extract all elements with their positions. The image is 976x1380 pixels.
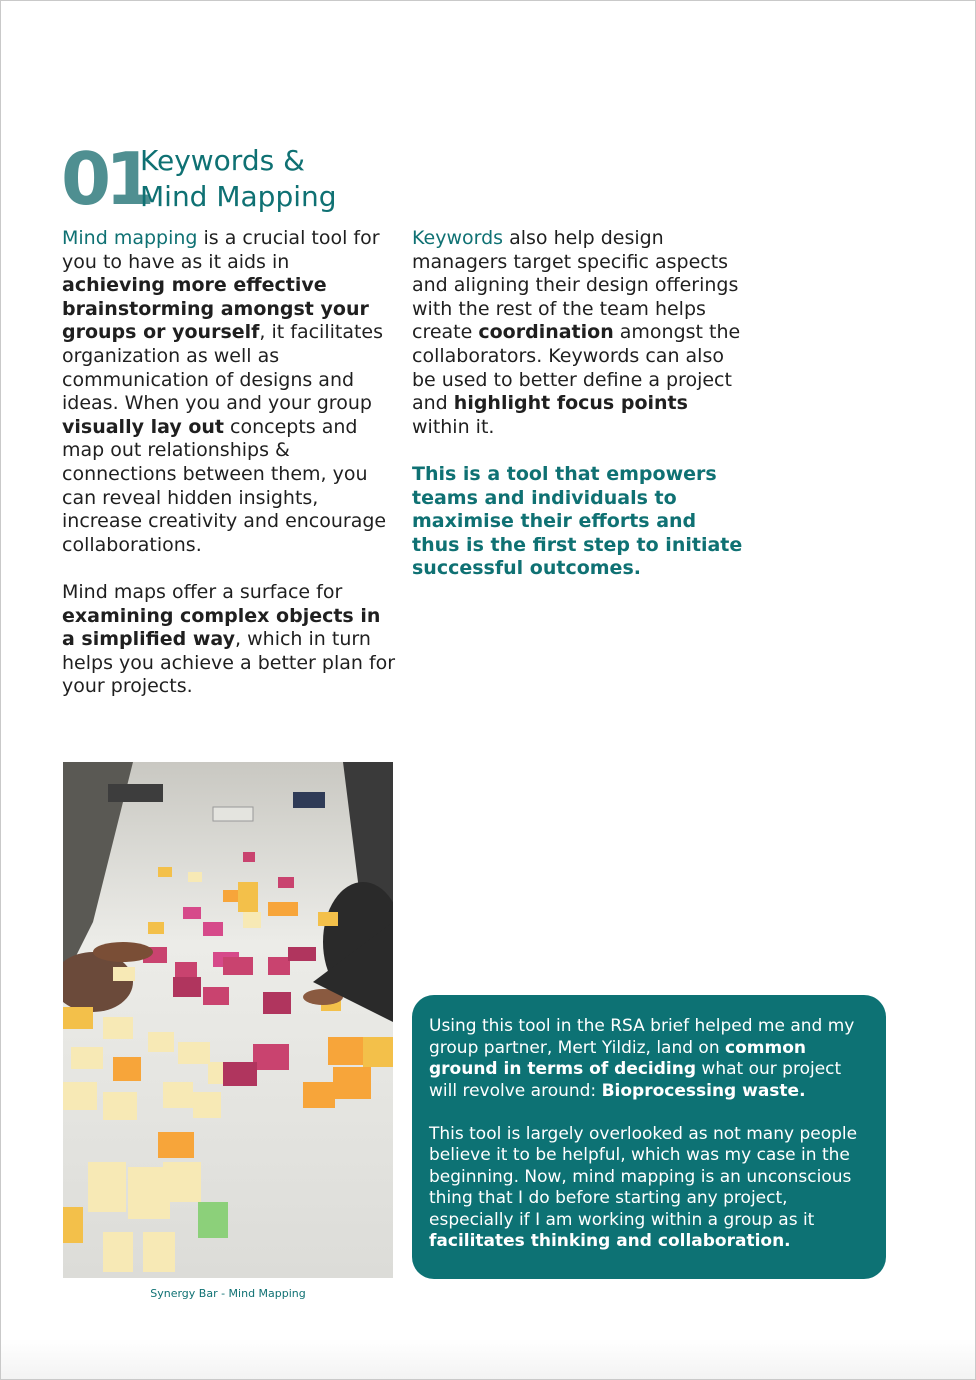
- reflection-paragraph-2: [429, 1124, 870, 1253]
- text-run: , which in turn helps you achieve a better plan for your projects.: [62, 628, 396, 698]
- text-run: also help design managers target specific aspects and aligning their design offerings with the rest of the team helps create: [412, 227, 739, 344]
- mind-mapping-photo: [63, 762, 393, 1278]
- section-number: 01: [61, 137, 150, 221]
- right-text-column: [412, 227, 748, 581]
- keyword-term: Keywords: [412, 227, 504, 249]
- text-run: within it.: [412, 415, 495, 438]
- text-run: is a crucial tool for you to have as it aids in: [62, 227, 380, 273]
- bold-phrase: coordination: [478, 321, 614, 344]
- text-run: , it facilitates organization as well as communication of designs and ideas. When you and your group: [62, 321, 384, 415]
- bold-phrase: facilitates thinking and collaboration.: [429, 1231, 791, 1251]
- section-title-line-2: Mind Mapping: [140, 180, 337, 213]
- left-paragraph-1: [62, 227, 398, 557]
- left-text-column: [62, 227, 398, 699]
- section-title-line-1: Keywords &: [140, 144, 305, 177]
- photo-caption: Synergy Bar - Mind Mapping: [150, 1287, 306, 1300]
- text-run: Mind maps offer a surface for: [62, 580, 343, 603]
- bold-phrase: achieving more effective brainstorming amongst your groups or yourself: [62, 274, 369, 344]
- bold-phrase: highlight focus points: [453, 392, 688, 415]
- text-run: This tool is largely overlooked as not many people believe it to be helpful, which was my case in the beginning. Now, mind mapping is an unconscious thing that I do before starting any project, especially if I am working within a group as it: [429, 1123, 858, 1230]
- text-run: concepts and map out relationships & connections between them, you can reveal hidden insights, increase creativity and encourage collaborations.: [62, 415, 387, 556]
- right-paragraph-1: [412, 227, 748, 439]
- text-run: Using this tool in the RSA brief helped me and my group partner, Mert Yildiz, land on: [429, 1016, 855, 1058]
- text-run: what our project will revolve around:: [429, 1059, 842, 1101]
- bold-phrase: examining complex objects in a simplified way: [62, 604, 381, 651]
- bold-phrase: common ground in terms of deciding: [429, 1037, 806, 1079]
- section-title: [140, 143, 337, 215]
- sticky-notes-table-illustration: [63, 762, 393, 1278]
- bold-phrase: Bioprocessing waste.: [601, 1080, 806, 1101]
- keyword-term: Mind mapping: [62, 227, 198, 249]
- reflection-box: [412, 995, 886, 1279]
- highlight-statement: This is a tool that empowers teams and individuals to maximise their efforts and thus is the first step to initiate successful outcomes.: [412, 462, 743, 580]
- text-run: amongst the collaborators. Keywords can also be used to better define a project and: [412, 321, 741, 415]
- left-paragraph-2: [62, 581, 398, 699]
- bold-phrase: visually lay out: [62, 415, 224, 438]
- reflection-paragraph-1: [429, 1016, 870, 1102]
